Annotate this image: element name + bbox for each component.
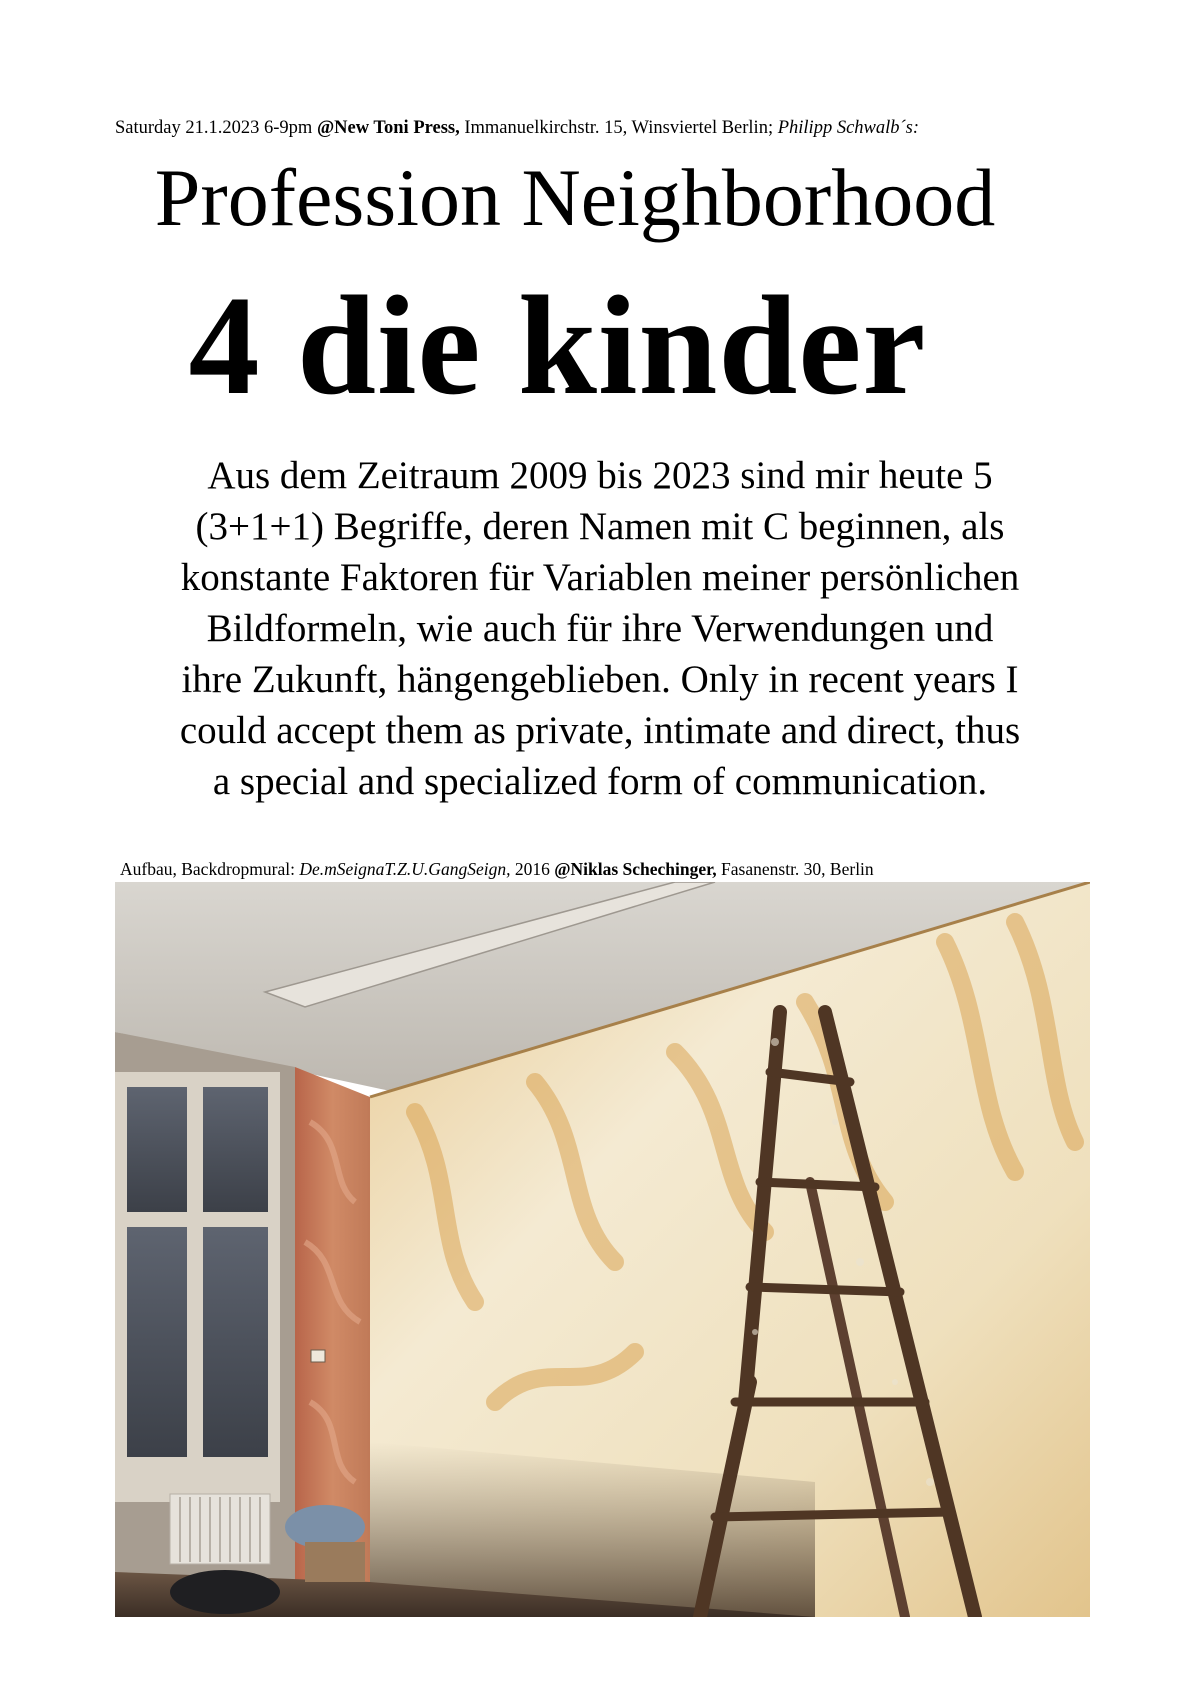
- caption-year: 2016: [510, 859, 555, 879]
- window-pane: [203, 1087, 268, 1212]
- box: [305, 1542, 365, 1582]
- caption-location-address: Fasanenstr. 30, Berlin: [716, 859, 874, 879]
- poster-title: Profession Neighborhood: [154, 152, 996, 243]
- photo-caption: [120, 858, 1100, 880]
- radiator: [170, 1494, 270, 1564]
- body-line: ihre Zukunft, hängengeblieben. Only in recent years I: [181, 658, 1019, 701]
- mural-photo-illustration: [115, 882, 1090, 1617]
- body-line: could accept them as private, intimate and direct, thus: [179, 709, 1021, 752]
- mural-photo: [115, 882, 1090, 1617]
- window-pane: [127, 1227, 187, 1457]
- poster-body-text: [110, 450, 1090, 807]
- body-line: Aus dem Zeitraum 2009 bis 2023 sind mir heute 5: [207, 454, 993, 497]
- body-line: a special and specialized form of communication.: [212, 760, 988, 803]
- event-info-line: [115, 116, 1095, 140]
- caption-location-name: @Niklas Schechinger,: [554, 859, 717, 879]
- body-line: (3+1+1) Begriffe, deren Namen mit C beginnen, als: [195, 505, 1005, 548]
- event-venue: @New Toni Press,: [316, 118, 460, 138]
- body-line: konstante Faktoren für Variablen meiner persönlichen: [180, 556, 1020, 599]
- event-address: Immanuelkirchstr. 15, Winsviertel Berlin;: [459, 118, 778, 138]
- body-line: Bildformeln, wie auch für ihre Verwendungen und: [206, 607, 994, 650]
- event-artist: Philipp Schwalb´s:: [777, 118, 920, 138]
- caption-prefix: Aufbau, Backdropmural:: [120, 859, 300, 879]
- poster-subtitle: 4 die kinder: [188, 266, 927, 424]
- window-pane: [203, 1227, 268, 1457]
- window-pane: [127, 1087, 187, 1212]
- black-bag: [170, 1570, 280, 1614]
- light-switch: [311, 1350, 325, 1362]
- caption-work-title: De.mSeignaT.Z.U.GangSeign,: [299, 859, 511, 879]
- event-date-time: Saturday 21.1.2023 6-9pm: [115, 118, 317, 138]
